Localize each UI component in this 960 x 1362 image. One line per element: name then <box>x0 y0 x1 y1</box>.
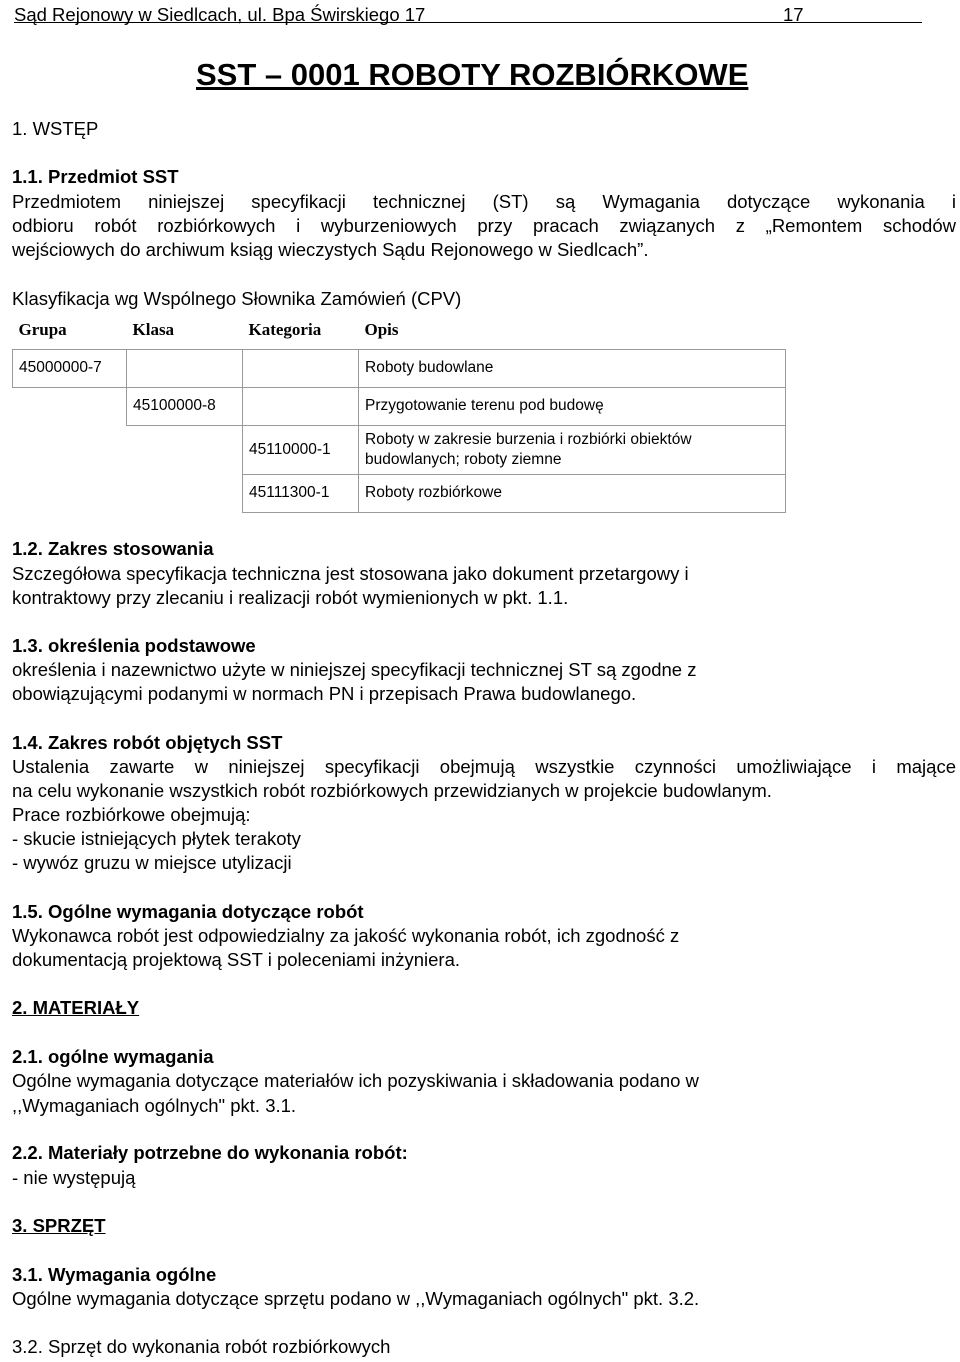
section-2-1-heading: 2.1. ogólne wymagania <box>12 1046 214 1067</box>
cpv-caption: Klasyfikacja wg Wspólnego Słownika Zamówień (CPV) <box>12 288 462 309</box>
section-2-heading: 2. MATERIAŁY <box>12 997 140 1018</box>
page-number: 17 <box>783 4 804 25</box>
section-3-1-heading: 3.1. Wymagania ogólne <box>12 1264 217 1285</box>
table-row <box>13 474 786 512</box>
table-row <box>13 387 786 425</box>
section-1-heading: 1. WSTĘP <box>12 118 99 139</box>
cpv-cell-grupa: 45000000-7 <box>13 349 127 387</box>
section-3-heading: 3. SPRZĘT <box>12 1215 106 1236</box>
section-1-4-line: Prace rozbiórkowe obejmują: <box>12 804 251 825</box>
cpv-cell-opis: Przygotowanie terenu pod budowę <box>359 387 786 425</box>
section-1-3-line: obowiązującymi podanymi w normach PN i przepisach Prawa budowlanego. <box>12 683 637 704</box>
section-1-4-line: na celu wykonanie wszystkich robót rozbiórkowych przewidzianych w projekcie budowlanym. <box>12 780 772 801</box>
section-1-2-line: Szczegółowa specyfikacja techniczna jest stosowana jako dokument przetargowy i <box>12 563 689 584</box>
cpv-cell-klasa <box>127 474 243 512</box>
cpv-header-opis: Opis <box>364 319 399 339</box>
cpv-cell-klasa <box>127 349 243 387</box>
cpv-cell-grupa <box>13 474 127 512</box>
section-2-2-line: - nie występują <box>12 1167 136 1188</box>
section-1-5-heading: 1.5. Ogólne wymagania dotyczące robót <box>12 901 364 922</box>
section-1-4-heading: 1.4. Zakres robót objętych SST <box>12 732 283 753</box>
cpv-cell-klasa <box>127 425 243 474</box>
section-2-1-line: ,,Wymaganiach ogólnych" pkt. 3.1. <box>12 1095 297 1116</box>
header-left-text: Sąd Rejonowy w Siedlcach, ul. Bpa Świrskiego 17 <box>14 4 426 25</box>
section-1-1-line: wejściowych do archiwum ksiąg wieczystych Sądu Rejonowego w Siedlcach”. <box>12 239 649 260</box>
cpv-cell-klasa: 45100000-8 <box>127 387 243 425</box>
section-1-2-heading: 1.2. Zakres stosowania <box>12 538 214 559</box>
section-1-3-heading: 1.3. określenia podstawowe <box>12 635 256 656</box>
cpv-cell-kategoria <box>243 387 359 425</box>
section-1-3-line: określenia i nazewnictwo użyte w niniejszej specyfikacji technicznej ST są zgodne z <box>12 659 697 680</box>
section-1-1-line: odbioru robót rozbiórkowych i wyburzeniowych przy pracach związanych z „Remontem schodów <box>12 215 956 236</box>
section-1-1-heading: 1.1. Przedmiot SST <box>12 166 179 187</box>
cpv-header-klasa: Klasa <box>132 319 175 339</box>
cpv-cell-opis: Roboty w zakresie burzenia i rozbiórki obiektów budowlanych; roboty ziemne <box>359 425 786 474</box>
cpv-cell-opis: Roboty rozbiórkowe <box>359 474 786 512</box>
cpv-cell-grupa <box>13 425 127 474</box>
cpv-header-kategoria: Kategoria <box>248 319 322 339</box>
cpv-cell-kategoria: 45110000-1 <box>243 425 359 474</box>
section-1-4-line: - skucie istniejących płytek terakoty <box>12 828 301 849</box>
cpv-cell-kategoria: 45111300-1 <box>243 474 359 512</box>
section-2-2-heading: 2.2. Materiały potrzebne do wykonania robót: <box>12 1142 408 1163</box>
cpv-header-grupa: Grupa <box>18 319 67 339</box>
section-1-5-line: dokumentacją projektową SST i poleceniami inżyniera. <box>12 949 461 970</box>
section-1-4-line: Ustalenia zawarte w niniejszej specyfikacji obejmują wszystkie czynności umożliwiające i mające <box>12 756 956 777</box>
cpv-table <box>12 311 786 513</box>
section-3-2-heading: 3.2. Sprzęt do wykonania robót rozbiórkowych <box>12 1336 391 1357</box>
section-1-4-line: - wywóz gruzu w miejsce utylizacji <box>12 852 292 873</box>
section-1-2-line: kontraktowy przy zlecaniu i realizacji robót wymienionych w pkt. 1.1. <box>12 587 569 608</box>
section-1-1-line: Przedmiotem niniejszej specyfikacji technicznej (ST) są Wymagania dotyczące wykonania i <box>12 191 956 212</box>
section-2-1-line: Ogólne wymagania dotyczące materiałów ich pozyskiwania i składowania podano w <box>12 1070 699 1091</box>
table-row <box>13 349 786 387</box>
table-row <box>13 425 786 474</box>
section-1-5-line: Wykonawca robót jest odpowiedzialny za jakość wykonania robót, ich zgodność z <box>12 925 680 946</box>
cpv-cell-opis: Roboty budowlane <box>359 349 786 387</box>
cpv-cell-grupa <box>13 387 127 425</box>
document-title: SST – 0001 ROBOTY ROZBIÓRKOWE <box>196 57 749 92</box>
header-rule <box>14 22 922 23</box>
cpv-table-header <box>13 311 786 349</box>
section-3-1-line: Ogólne wymagania dotyczące sprzętu podano w ,,Wymaganiach ogólnych" pkt. 3.2. <box>12 1288 700 1309</box>
cpv-cell-kategoria <box>243 349 359 387</box>
